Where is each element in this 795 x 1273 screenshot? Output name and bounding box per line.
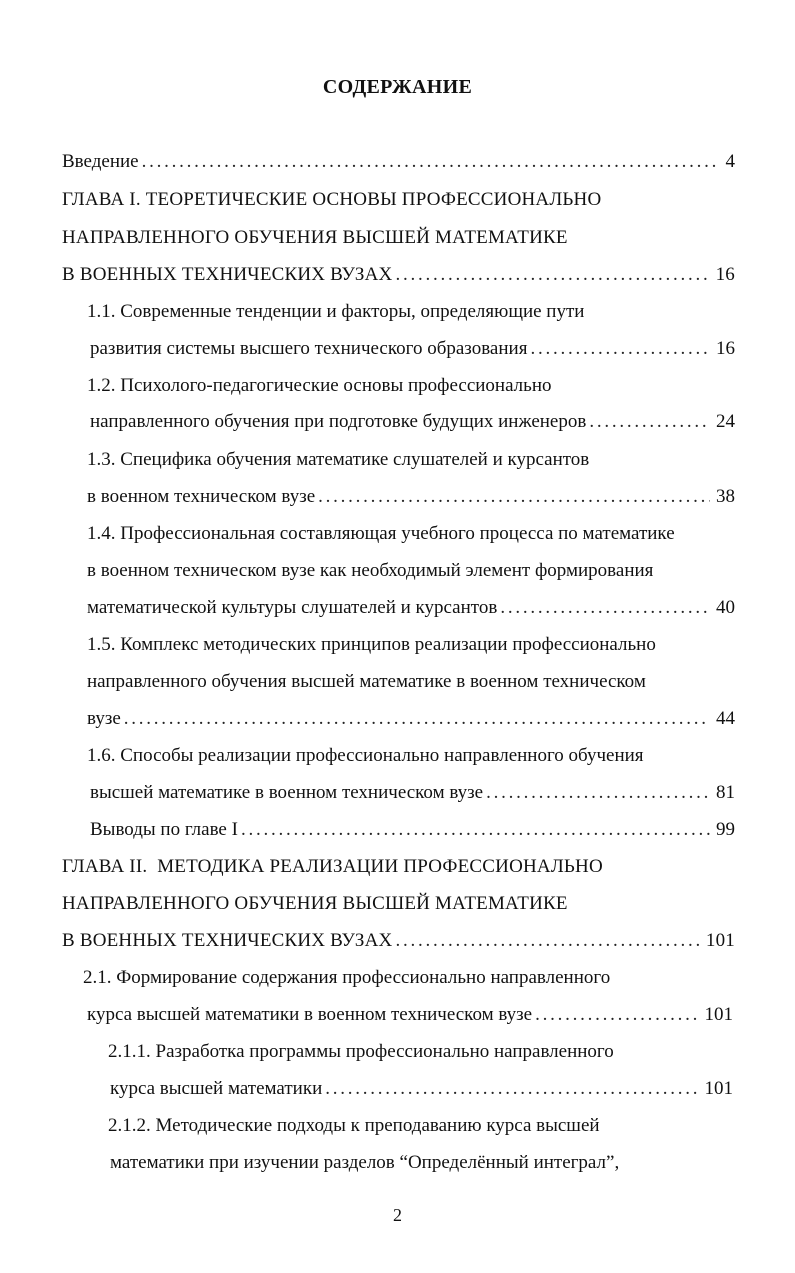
toc-entry-text: вузе (87, 708, 121, 729)
toc-entry-text: 1.6. Способы реализации профессионально направленного обучения (87, 745, 644, 766)
toc-leader-dots (325, 1076, 698, 1102)
toc-entry[interactable] (62, 928, 735, 954)
toc-entry[interactable] (90, 336, 735, 362)
toc-leader-dots (318, 484, 710, 510)
toc-section-heading (87, 558, 653, 584)
toc-leader-dots (395, 928, 699, 954)
toc-chapter-heading (62, 854, 603, 880)
toc-section-heading (87, 447, 589, 473)
toc-entry-text: Введение (62, 151, 139, 172)
toc-entry-text: 2.1.1. Разработка программы профессионально направленного (108, 1041, 614, 1062)
toc-entry-text: высшей математике в военном техническом вузе (90, 782, 484, 803)
toc-entry-text: 2.1. Формирование содержания профессионально направленного (83, 967, 611, 988)
toc-entry-text: НАПРАВЛЕННОГО ОБУЧЕНИЯ ВЫСШЕЙ МАТЕМАТИКЕ (62, 893, 568, 914)
toc-entry-text: ГЛАВА II. МЕТОДИКА РЕАЛИЗАЦИИ ПРОФЕССИОНАЛЬНО (62, 856, 603, 877)
toc-entry[interactable] (90, 780, 735, 806)
toc-entry[interactable] (87, 595, 735, 621)
toc-leader-dots (486, 780, 710, 806)
toc-section-heading (87, 669, 646, 695)
page-number: 2 (393, 1205, 402, 1225)
toc-entry-text: В ВОЕННЫХ ТЕХНИЧЕСКИХ ВУЗАХ (62, 930, 393, 951)
toc-section-heading (87, 299, 584, 325)
toc-leader-dots (142, 149, 720, 175)
toc-entry-text: в военном техническом вузе как необходимый элемент формирования (87, 560, 654, 581)
toc-chapter-heading (62, 891, 568, 917)
toc-section-heading (83, 965, 610, 991)
toc-entry-text: 1.3. Специфика обучения математике слушателей и курсантов (87, 449, 590, 470)
toc-entry-text: 2.1.2. Методические подходы к преподаванию курса высшей (108, 1115, 600, 1136)
toc-entry-text: в военном техническом вузе (87, 486, 316, 507)
toc-entry[interactable] (62, 262, 735, 288)
toc-entry-text: 1.4. Профессиональная составляющая учебного процесса по математике (87, 523, 675, 544)
toc-subsection-heading (108, 1113, 600, 1139)
toc-entry[interactable] (90, 409, 735, 435)
toc-entry-page: 16 (715, 264, 735, 285)
toc-entry[interactable] (110, 1076, 733, 1102)
toc-entry-text: Выводы по главе I (90, 819, 238, 840)
toc-leader-dots (395, 262, 709, 288)
toc-entry-text: направленного обучения при подготовке будущих инженеров (90, 411, 587, 432)
toc-entry-text: математики при изучении разделов “Определённый интеграл”, (110, 1152, 620, 1173)
toc-leader-dots (241, 817, 710, 843)
toc-chapter-heading (62, 187, 601, 213)
toc-entry-page: 101 (704, 1004, 733, 1025)
toc-subsection-heading (110, 1150, 619, 1176)
toc-subsection-heading (108, 1039, 614, 1065)
toc-entry[interactable] (87, 706, 735, 732)
toc-entry-text: ГЛАВА I. ТЕОРЕТИЧЕСКИЕ ОСНОВЫ ПРОФЕССИОНАЛЬНО (62, 189, 602, 210)
toc-entry-page: 38 (716, 486, 735, 507)
toc-entry-text: курса высшей математики в военном техническом вузе (87, 1004, 533, 1025)
toc-entry[interactable] (87, 1002, 733, 1028)
toc-entry-text: НАПРАВЛЕННОГО ОБУЧЕНИЯ ВЫСШЕЙ МАТЕМАТИКЕ (62, 227, 568, 248)
toc-leader-dots (530, 336, 710, 362)
toc-entry-page: 101 (705, 930, 735, 951)
toc-entry[interactable] (90, 817, 735, 843)
toc-entry-text: развития системы высшего технического образования (90, 338, 528, 359)
toc-entry-text: 1.2. Психолого-педагогические основы профессионально (87, 375, 552, 396)
toc-leader-dots (535, 1002, 698, 1028)
toc-entry[interactable] (87, 484, 735, 510)
toc-entry-text: 1.1. Современные тенденции и факторы, определяющие пути (87, 301, 585, 322)
page-title: СОДЕРЖАНИЕ (322, 76, 473, 98)
toc-entry-page: 16 (716, 338, 735, 359)
toc-entry-page: 24 (716, 411, 735, 432)
toc-entry-page: 101 (704, 1078, 733, 1099)
toc-entry-text: математической культуры слушателей и курсантов (87, 597, 498, 618)
toc-entry-page: 44 (716, 708, 735, 729)
toc-entry-page: 4 (725, 151, 735, 172)
toc-entry-text: В ВОЕННЫХ ТЕХНИЧЕСКИХ ВУЗАХ (62, 264, 393, 285)
toc-leader-dots (124, 706, 710, 732)
toc-entry-text: направленного обучения высшей математике в военном техническом (87, 671, 646, 692)
toc-entry-page: 99 (716, 819, 735, 840)
toc-section-heading (87, 743, 644, 769)
toc-section-heading (87, 521, 675, 547)
toc-chapter-heading (62, 225, 568, 251)
toc-entry-text: курса высшей математики (110, 1078, 323, 1099)
toc-entry-page: 81 (716, 782, 735, 803)
toc-entry[interactable] (62, 149, 735, 175)
toc-section-heading (87, 632, 656, 658)
toc-leader-dots (589, 409, 710, 435)
toc-entry-page: 40 (716, 597, 735, 618)
toc-leader-dots (500, 595, 710, 621)
toc-entry-text: 1.5. Комплекс методических принципов реализации профессионально (87, 634, 656, 655)
toc-section-heading (87, 373, 552, 399)
